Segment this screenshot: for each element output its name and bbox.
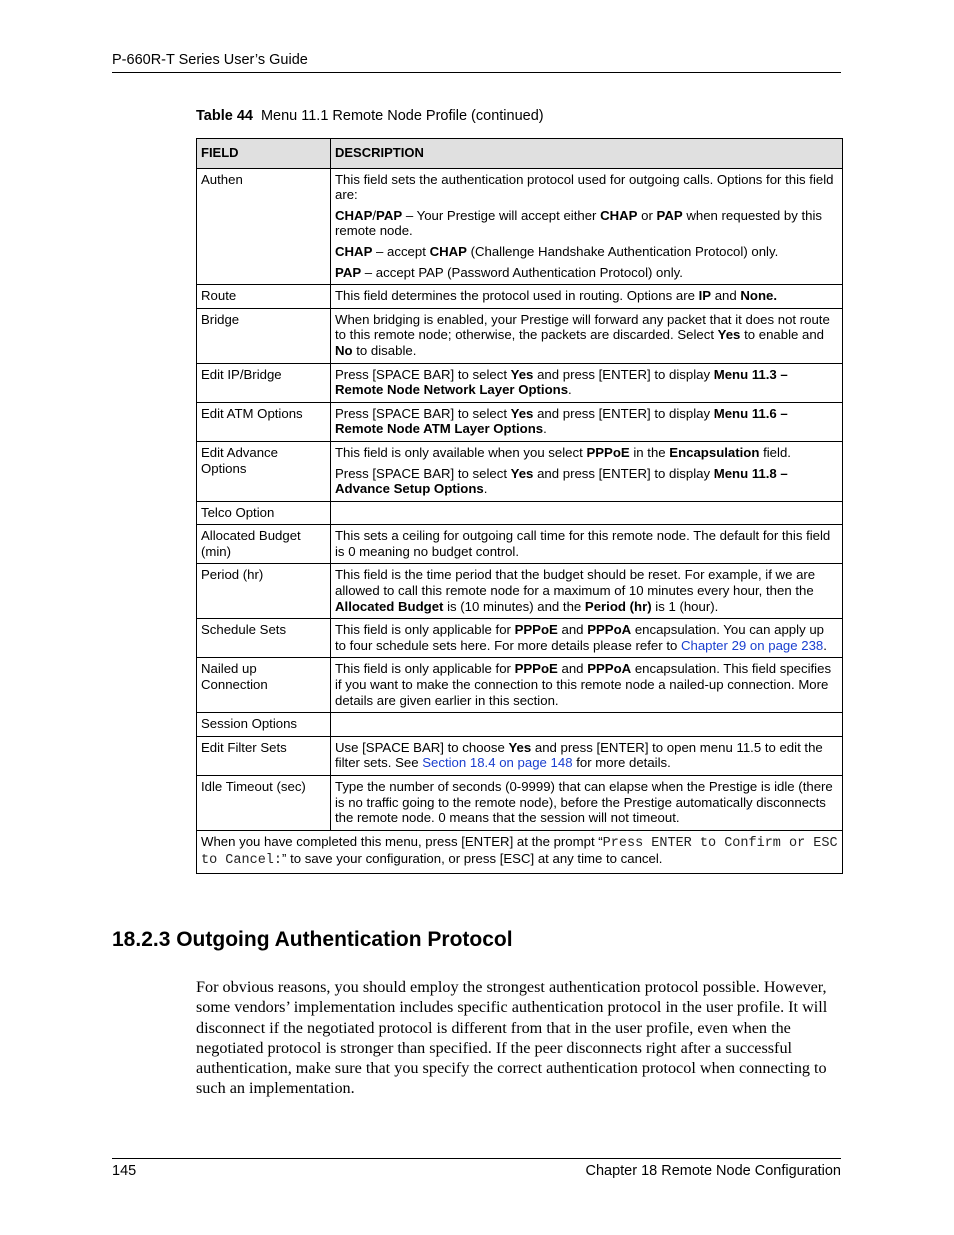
text-run: When bridging is enabled, your Prestige will forward any packet that it does not route to this remote node; otherwise, the packets are discarded. Select [335, 311, 830, 343]
table-row [197, 525, 843, 564]
field-description [331, 776, 843, 831]
field-name: Telco Option [197, 501, 331, 525]
section-heading: 18.2.3 Outgoing Authentication Protocol [112, 928, 513, 951]
description-paragraph [335, 528, 838, 559]
bold-term: PPPoE [514, 622, 558, 638]
table-row [197, 713, 843, 737]
cross-reference-link[interactable]: Section 18.4 on page 148 [422, 755, 573, 771]
remote-node-profile-table [196, 138, 843, 874]
bold-term: Menu 11.3 – Remote Node Network Layer Options [335, 366, 788, 398]
bold-term: CHAP [335, 243, 373, 259]
text-run: and [557, 622, 588, 638]
table-body [197, 168, 843, 873]
bold-term: None. [740, 288, 778, 304]
table-row [197, 658, 843, 713]
field-description [331, 168, 843, 285]
description-paragraph [335, 661, 838, 708]
cross-reference-link[interactable]: Chapter 29 on page 238 [680, 637, 824, 653]
description-paragraph [335, 265, 838, 281]
bold-term: PAP [376, 207, 403, 223]
description-paragraph [335, 779, 838, 826]
description-paragraph [335, 172, 838, 203]
bold-term: Allocated Budget [335, 598, 444, 614]
text-run: This field is only available when you select [335, 444, 587, 460]
description-paragraph [335, 312, 838, 359]
field-description [331, 736, 843, 775]
field-description [331, 713, 843, 737]
field-description [331, 525, 843, 564]
field-name: Bridge [197, 308, 331, 363]
bold-term: PPPoE [514, 661, 558, 677]
description-paragraph [335, 288, 838, 304]
bold-term: PPPoA [587, 661, 632, 677]
bold-term: Yes [510, 405, 534, 421]
description-paragraph [335, 466, 838, 497]
text-run: (Challenge Handshake Authentication Protocol) only. [466, 243, 779, 259]
field-name: Session Options [197, 713, 331, 737]
text-run: – Your Prestige will accept either [402, 207, 601, 223]
running-header [112, 52, 841, 73]
page-number: 145 [112, 1163, 137, 1179]
description-paragraph [335, 406, 838, 437]
bold-term: Menu 11.8 – Advance Setup Options [335, 465, 788, 497]
text-run: Press [SPACE BAR] to select [335, 465, 511, 481]
text-run: when requested by this remote node. [335, 207, 822, 239]
description-paragraph [335, 445, 838, 461]
text-run: and [711, 288, 741, 304]
bold-term: CHAP [600, 207, 638, 223]
bold-term: Yes [717, 327, 741, 343]
text-run: . [543, 421, 547, 437]
text-run: When you have completed this menu, press [ENTER] at the prompt “ [201, 833, 603, 849]
text-run: This field is the time period that the budget should be reset. For example, if we are allowed to call this remote node for a maximum of 10 minutes every hour, then the [335, 567, 816, 599]
description-paragraph [335, 622, 838, 653]
field-description [331, 658, 843, 713]
text-run: Press [SPACE BAR] to select [335, 405, 511, 421]
text-run: – accept [372, 243, 430, 259]
field-name: Edit Filter Sets [197, 736, 331, 775]
table-caption-text: Menu 11.1 Remote Node Profile (continued) [260, 108, 544, 124]
text-run: encapsulation. You can apply up to four schedule sets here. For more details please refer to [335, 622, 824, 653]
field-description [331, 564, 843, 619]
chapter-title: Chapter 18 Remote Node Configuration [585, 1163, 841, 1179]
text-run: and press [ENTER] to open menu 11.5 to edit the filter sets. See [335, 739, 823, 771]
text-run: and press [ENTER] to display [533, 405, 714, 421]
bold-term: PPPoE [586, 444, 630, 460]
text-run: . [483, 481, 488, 497]
bold-term: Menu 11.6 – Remote Node ATM Layer Options [335, 405, 788, 437]
text-run: and press [ENTER] to display [533, 366, 714, 382]
text-run: for more details. [572, 755, 671, 771]
field-description [331, 363, 843, 402]
text-run: This field is only applicable for [335, 661, 515, 677]
bold-term: Period (hr) [584, 598, 652, 614]
bold-term: PAP [656, 207, 683, 223]
table-row [197, 501, 843, 525]
table-row [197, 285, 843, 309]
text-run: . [568, 382, 572, 398]
field-name: Authen [197, 168, 331, 285]
text-run: . [823, 637, 827, 653]
bold-term: Yes [510, 366, 534, 382]
text-run: ” to save your configuration, or press [ESC] at any time to cancel. [282, 851, 663, 867]
text-run: This field sets the authentication protocol used for outgoing calls. Options for this field are: [335, 171, 834, 203]
field-description [331, 285, 843, 309]
text-run: in the [629, 444, 670, 460]
prompt-text: Press ENTER to Confirm or ESC to Cancel: [201, 835, 838, 869]
field-name: Route [197, 285, 331, 309]
table-row [197, 619, 843, 658]
table-footer-row [197, 830, 843, 873]
field-description [331, 441, 843, 501]
field-name: Schedule Sets [197, 619, 331, 658]
field-name: Edit IP/Bridge [197, 363, 331, 402]
bold-term: No [335, 342, 353, 358]
table-row [197, 736, 843, 775]
table-row [197, 363, 843, 402]
table-row [197, 168, 843, 285]
field-description [331, 402, 843, 441]
column-header-field: FIELD [197, 139, 331, 169]
field-name: Nailed up Connection [197, 658, 331, 713]
text-run: and [557, 661, 588, 677]
text-run: field. [759, 444, 791, 460]
text-run: to disable. [352, 342, 417, 358]
bold-term: PAP [335, 264, 362, 280]
column-header-description: DESCRIPTION [331, 139, 843, 169]
text-run: This sets a ceiling for outgoing call time for this remote node. The default for this field is 0 meaning no budget control. [335, 528, 831, 559]
text-run: is (10 minutes) and the [443, 598, 585, 614]
description-paragraph [335, 740, 838, 771]
bold-term: Yes [508, 739, 532, 755]
field-name: Edit Advance Options [197, 441, 331, 501]
bold-term: Encapsulation [669, 444, 760, 460]
completion-note [197, 830, 843, 873]
text-run: / [372, 207, 377, 223]
text-run: to enable and [740, 327, 825, 343]
description-paragraph [335, 367, 838, 398]
text-run: and press [ENTER] to display [533, 465, 714, 481]
table-caption [196, 108, 544, 124]
field-name: Edit ATM Options [197, 402, 331, 441]
table-row [197, 441, 843, 501]
text-run: Press [SPACE BAR] to select [335, 366, 511, 382]
bold-term: IP [698, 288, 712, 304]
text-run: – accept PAP (Password Authentication Protocol) only. [361, 264, 683, 280]
bold-term: CHAP [335, 207, 373, 223]
field-description [331, 501, 843, 525]
table-row [197, 402, 843, 441]
field-description [331, 308, 843, 363]
description-paragraph [335, 208, 838, 239]
text-run: This field is only applicable for [335, 622, 515, 638]
table-row [197, 308, 843, 363]
field-name: Allocated Budget (min) [197, 525, 331, 564]
text-run: Type the number of seconds (0-9999) that can elapse when the Prestige is idle (there is no traffic going to the remote node), before the Prestige automatically disconnects the remote node. 0 means that the session will not timeout. [335, 779, 833, 826]
guide-title: P-660R-T Series User’s Guide [112, 52, 308, 68]
field-name: Period (hr) [197, 564, 331, 619]
bold-term: Yes [510, 465, 534, 481]
table-row [197, 564, 843, 619]
description-paragraph [335, 244, 838, 260]
text-run: This field determines the protocol used in routing. Options are [335, 288, 699, 304]
text-run: encapsulation. This field specifies if you want to make the connection to this remote node a nailed-up connection. More details are given earlier in this section. [335, 661, 832, 708]
table-caption-label: Table 44 [196, 108, 253, 124]
table-header-row [197, 139, 843, 169]
text-run: is 1 (hour). [651, 598, 719, 614]
bold-term: PPPoA [587, 622, 632, 638]
page-footer [112, 1158, 841, 1179]
bold-term: CHAP [429, 243, 467, 259]
section-body: For obvious reasons, you should employ the strongest authentication protocol possible. However, some vendors’ implementation includes specific authentication protocol in the user profile. It will disconnect if the negotiated protocol is different from that in the user profile, even when the negotiated protocol is stronger than specified. If the peer disconnects right after a successful authentication, make sure that you specify the correct authentication protocol when connecting to such an implementation. [196, 978, 828, 1098]
text-run: Use [SPACE BAR] to choose [335, 739, 509, 755]
field-name: Idle Timeout (sec) [197, 776, 331, 831]
text-run: or [637, 207, 657, 223]
table-row [197, 776, 843, 831]
description-paragraph [335, 567, 838, 614]
field-description [331, 619, 843, 658]
